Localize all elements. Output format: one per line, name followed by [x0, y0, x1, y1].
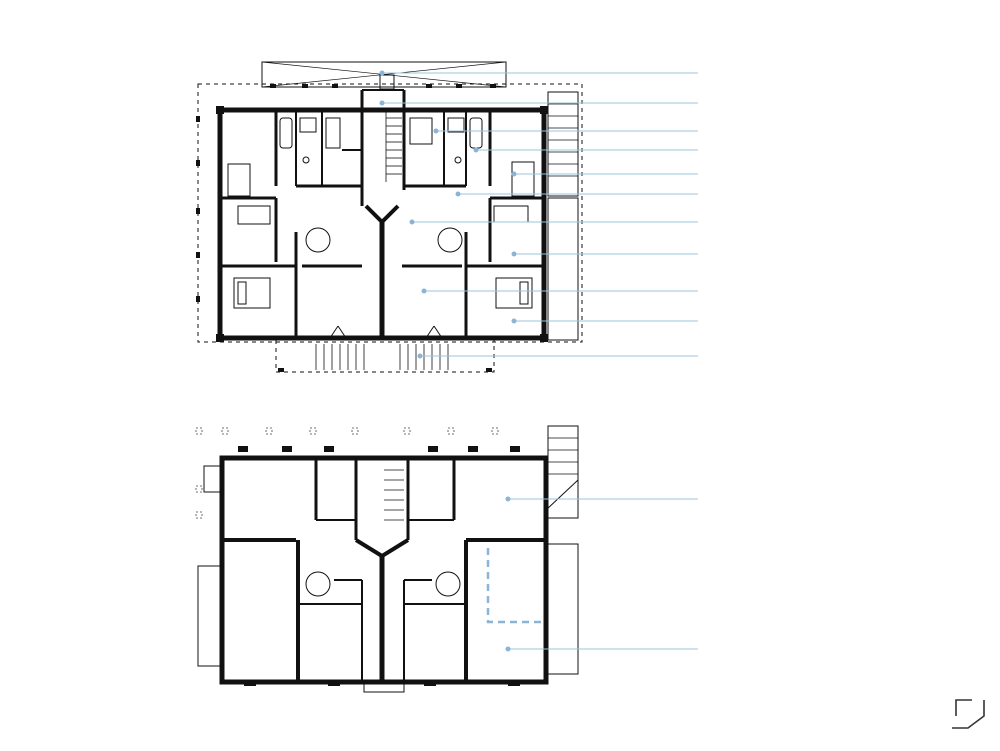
basement-plan — [198, 426, 578, 692]
ground-floor-posts — [196, 84, 548, 372]
basement-new-partition — [488, 548, 542, 622]
corner-bracket-logo-icon — [952, 700, 984, 728]
basement-posts — [238, 446, 520, 686]
ground-floor-plan — [198, 62, 582, 372]
leader-lines — [382, 73, 698, 649]
